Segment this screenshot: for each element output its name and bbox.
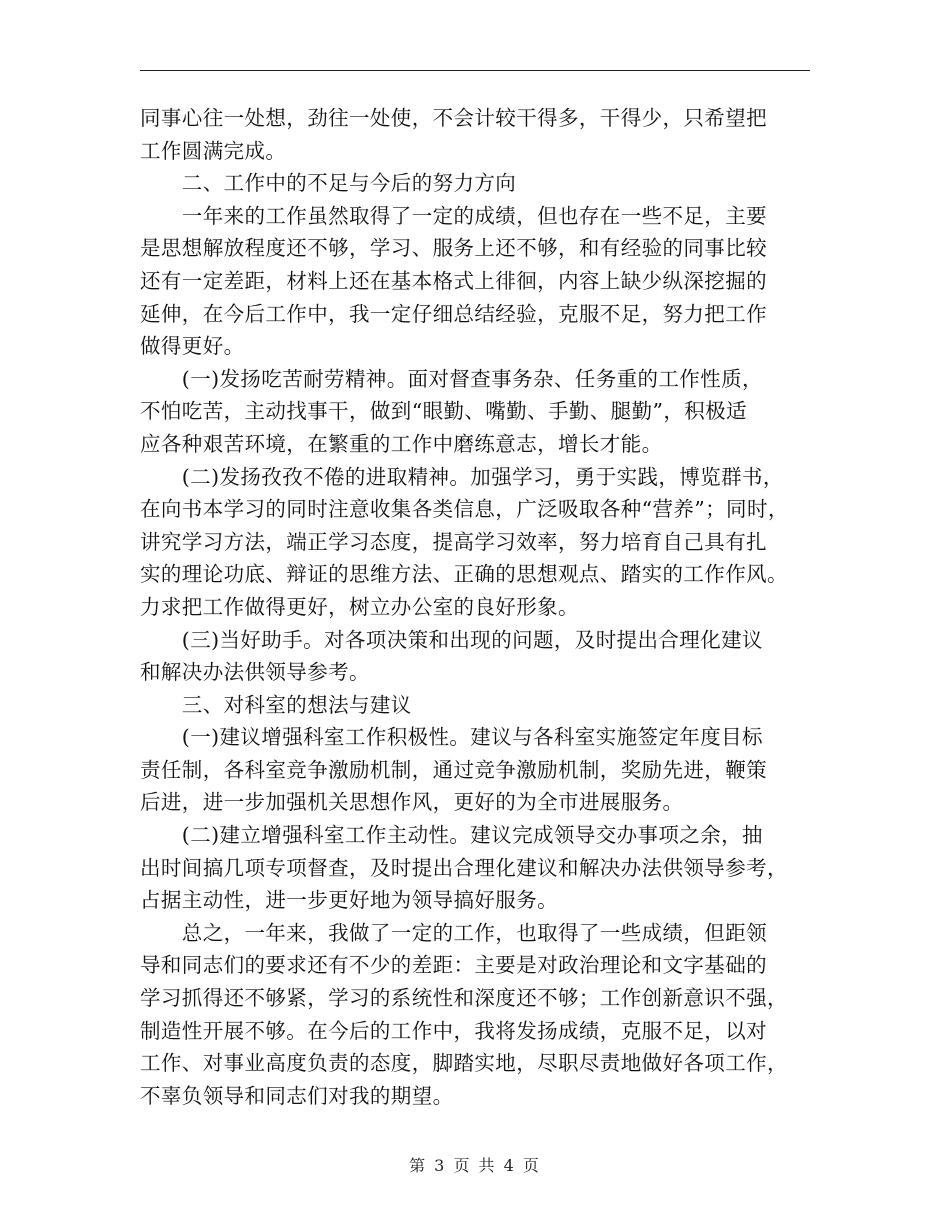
text-line: 不怕吃苦，主动找事干，做到“眼勤、嘴勤、手勤、腿勤”，积极适 [140,399,747,424]
page-footer: 第 3 页 共 4 页 [409,1156,541,1175]
text-line: (一)建议增强科室工作积极性。建议与各科室实施签定年度目标 [140,725,763,750]
text-line: 总之，一年来，我做了一定的工作，也取得了一些成绩，但距领 [140,920,767,945]
text-line: 责任制，各科室竞争激励机制，通过竞争激励机制，奖励先进，鞭策 [140,757,767,782]
text-line: 出时间搞几项专项督查，及时提出合理化建议和解决办法供领导参考， [140,855,788,880]
text-line: 工作圆满完成。 [140,138,287,163]
text-line: 一年来的工作虽然取得了一定的成绩，但也存在一些不足，主要 [140,203,767,228]
text-line: 工作、对事业高度负责的态度，脚踏实地，尽职尽责地做好各项工作， [140,1051,788,1076]
text-line: 导和同志们的要求还有不少的差距：主要是对政治理论和文字基础的 [140,953,767,978]
text-line: 讲究学习方法，端正学习态度，提高学习效率，努力培育自己具有扎 [140,529,767,554]
section-heading: 二、工作中的不足与今后的努力方向 [140,171,517,196]
text-line: 后进，进一步加强机关思想作风，更好的为全市进展服务。 [140,790,684,815]
text-line: 做得更好。 [140,334,245,359]
text-line: 实的理论功底、辩证的思维方法、正确的思想观点、踏实的工作作风。 [140,562,788,587]
text-line: 不辜负领导和同志们对我的期望。 [140,1083,454,1108]
text-line: (二)建立增强科室工作主动性。建议完成领导交办事项之余，抽 [140,823,763,848]
text-line: 应各种艰苦环境，在繁重的工作中磨练意志，增长才能。 [140,431,663,456]
text-line: 延伸，在今后工作中，我一定仔细总结经验，克服不足，努力把工作 [140,301,767,326]
section-heading: 三、对科室的想法与建议 [140,692,412,717]
text-line: 学习抓得还不够紧，学习的系统性和深度还不够；工作创新意识不强， [140,986,788,1011]
text-line: 在向书本学习的同时注意收集各类信息，广泛吸取各种“营养”；同时， [140,497,789,522]
text-line: 是思想解放程度还不够，学习、服务上还不够，和有经验的同事比较 [140,236,767,261]
text-line: 力求把工作做得更好，树立办公室的良好形象。 [140,594,579,619]
text-line: 占据主动性，进一步更好地为领导搞好服务。 [140,888,558,913]
header-rule [140,70,810,71]
text-line: (二)发扬孜孜不倦的进取精神。加强学习，勇于实践，博览群书， [140,464,784,489]
text-line: (一)发扬吃苦耐劳精神。面对督查事务杂、任务重的工作性质， [140,366,763,391]
text-line: (三)当好助手。对各项决策和出现的问题，及时提出合理化建议 [140,627,763,652]
text-line: 和解决办法供领导参考。 [140,660,370,685]
document-body [140,102,810,1112]
text-line: 还有一定差距，材料上还在基本格式上徘徊，内容上缺少纵深挖掘的 [140,268,767,293]
text-line: 同事心往一处想，劲往一处使，不会计较干得多，干得少，只希望把 [140,106,767,130]
text-line: 制造性开展不够。在今后的工作中，我将发扬成绩，克服不足，以对 [140,1018,767,1043]
